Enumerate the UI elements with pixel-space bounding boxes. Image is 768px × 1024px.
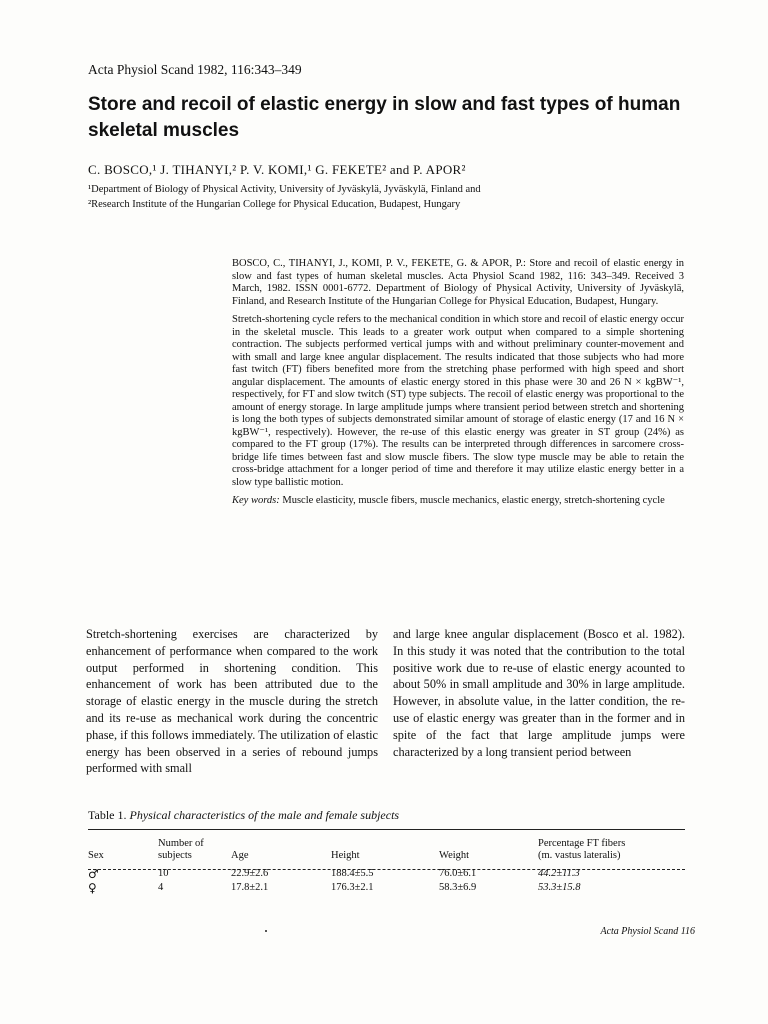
cell-height: 176.3±2.1 <box>331 882 374 893</box>
header-sex: Sex <box>88 850 104 861</box>
journal-citation: Acta Physiol Scand 1982, 116:343–349 <box>88 62 302 77</box>
abstract-citation: BOSCO, C., TIHANYI, J., KOMI, P. V., FEKETE, G. & APOR, P.: Store and recoil of elastic energy in slow and fast types of human skeletal muscles. Acta Physiol Scand 1982, 116: 343–349. Received 3 March, 1982. ISSN 0001-6772. Department of Biology of Physical Activity, University of Jyväskylä, Finland, and Research Institute of the Hungarian College for Physical Education, Budapest, Hungary. <box>232 258 684 307</box>
table-row <box>88 866 685 880</box>
keywords-text: Muscle elasticity, muscle fibers, muscle mechanics, elastic energy, stretch-shortening cycle <box>282 495 665 506</box>
subjects-table <box>88 832 685 894</box>
table-top-rule <box>88 829 685 830</box>
female-symbol-icon: ♀ <box>88 881 97 895</box>
male-symbol-icon: ♂ <box>88 867 99 881</box>
cell-age: 22.9±2.6 <box>231 868 269 879</box>
cell-number: 10 <box>158 868 169 879</box>
cell-weight: 76.0±6.1 <box>439 868 477 879</box>
article-title: Store and recoil of elastic energy in slow and fast types of human skeletal muscles <box>88 94 681 141</box>
header-height: Height <box>331 850 360 861</box>
table-caption <box>88 808 399 823</box>
header-number-of-subjects: Number of subjects <box>158 838 204 861</box>
header-ft-fibers: Percentage FT fibers (m. vastus lateralis) <box>538 838 626 861</box>
cell-ft-percentage: 44.2±11.3 <box>538 868 580 879</box>
body-column-left: Stretch-shortening exercises are characterized by enhancement of performance when compared to the work output performed in shortening condition. This enhancement of work has been attributed due to the storage of elastic energy in the muscle during the stretch and its re-use as mechanical work during the concentric phase, if this follows immediately. The utilization of elastic energy has been observed in a series of rebound jumps performed with small <box>86 627 378 776</box>
table-header-row <box>88 832 685 866</box>
header-weight: Weight <box>439 850 470 861</box>
running-footer: Acta Physiol Scand 116 <box>600 926 695 937</box>
print-dot <box>265 930 267 932</box>
table-caption-title: Physical characteristics of the male and female subjects <box>129 808 400 822</box>
cell-weight: 58.3±6.9 <box>439 882 477 893</box>
author-list: C. BOSCO,¹ J. TIHANYI,² P. V. KOMI,¹ G. FEKETE² and P. APOR² <box>88 162 466 177</box>
cell-number: 4 <box>158 882 164 893</box>
cell-ft-percentage: 53.3±15.8 <box>538 882 581 893</box>
keywords-label: Key words: <box>232 495 280 506</box>
cell-height: 188.4±5.5 <box>331 868 374 879</box>
abstract-text: Stretch-shortening cycle refers to the mechanical condition in which store and recoil of elastic energy occur in the skeletal muscle. This leads to a greater work output when compared to a simple shortening contraction. The subjects performed vertical jumps with and without preliminary counter-movement and with small and large knee angular displacement. The results indicated that those subjects who had more fast twitch (FT) fibers benefited more from the stretching phase performed with high speed and short angular displacement. The amounts of elastic energy stored in this phase were 30 and 26 N × kgBW⁻¹, respectively, for FT and slow twitch (ST) type subjects. The recoil of elastic energy was proportional to the amount of energy storage. In large amplitude jumps where transient period between stretch and shortening is long the both types of subjects demonstrated similar amount of storage of elastic energy (17 and 16 N × kgBW⁻¹, respectively). However, the re-use of this elastic energy was greater in ST group (24%) as compared to the FT group (17%). The results can be interpreted through differences in sarcomere cross-bridge life times between fast and slow muscle fibers. The slow type muscle may be able to retain the cross-bridge attachment for a longer period of time and therefore it may utilize elastic energy better in a slow type ballistic motion. <box>232 314 685 488</box>
keywords <box>232 495 684 508</box>
body-column-right: and large knee angular displacement (Bosco et al. 1982). In this study it was noted that the contribution to the total positive work due to re-use of elastic energy acounted to about 50% in small amplitude and 30% in large amplitude. However, in absolute value, in the latter condition, the re-use of elastic energy was greater than in the former and in spite of the fact that large amplitude jumps were characterized by a long transient period between <box>393 627 685 759</box>
abstract-block <box>232 258 684 514</box>
header-age: Age <box>231 850 249 861</box>
table-caption-label: Table 1. <box>88 808 127 822</box>
table-row <box>88 880 685 894</box>
affiliation-2: ²Research Institute of the Hungarian College for Physical Education, Budapest, Hungary <box>88 199 461 210</box>
cell-age: 17.8±2.1 <box>231 882 269 893</box>
affiliation-1: ¹Department of Biology of Physical Activity, University of Jyväskylä, Jyväskylä, Finland and <box>88 184 481 195</box>
